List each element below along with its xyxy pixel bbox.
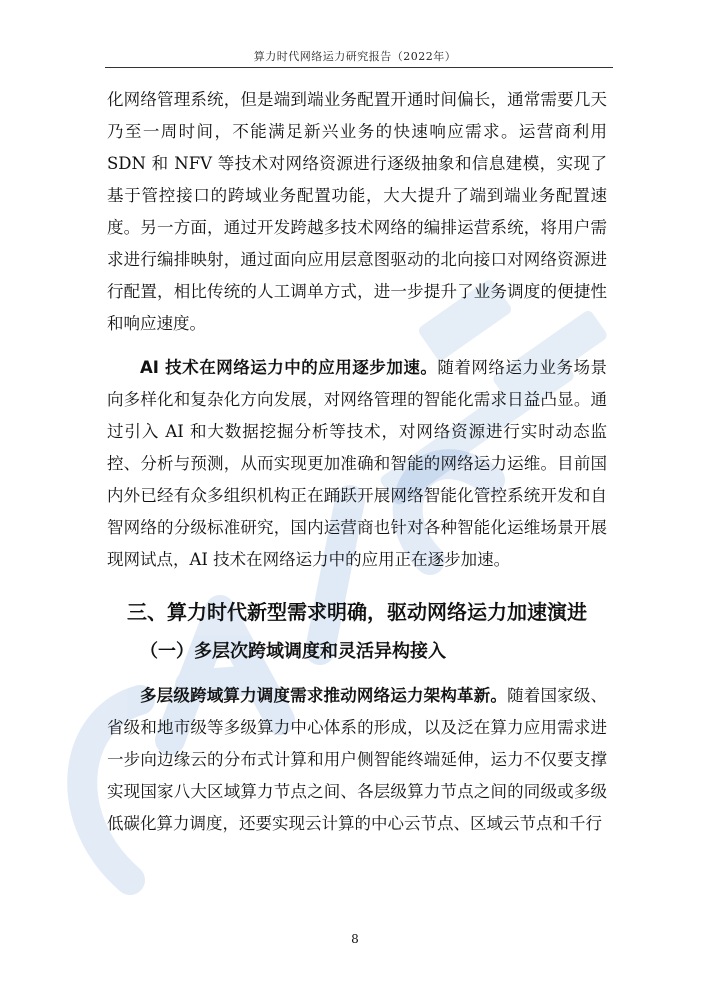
paragraph-ai-acceleration bbox=[107, 352, 607, 576]
running-header: 算力时代网络运力研究报告（2022年） bbox=[253, 50, 457, 63]
paragraph-network-management: 化网络管理系统，但是端到端业务配置开通时间偏长，通常需要几天乃至一周时间，不能满足新兴业务的快速响应需求。运营商利用 SDN 和 NFV 等技术对网络资源进行逐级抽象和信息建模，实现了基于管控接口的跨域业务配置功能，大大提升了端到端业务配置速度。另一方面，通过开发跨越多技术网络的编排运营系统，将用户需求进行编排映射，通过面向应用层意图驱动的北向接口对网络资源进行配置，相比传统的人工调单方式，进一步提升了业务调度的便捷性和响应速度。 bbox=[107, 90, 607, 333]
paragraph-multilevel-scheduling bbox=[107, 680, 607, 840]
paragraph-text-ai: 随着网络运力业务场景向多样化和复杂化方向发展，对网络管理的智能化需求日益凸显。通过引入 AI 和大数据挖掘分析等技术，对网络资源进行实时动态监控、分析与预测，从而实现更加准确和智能的网络运力运维。目前国内外已经有众多组织机构正在踊跃开展网络智能化管控系统开发和自智网络的分级标准研究，国内运营商也针对各种智能化运维场景开展现网试点，AI 技术在网络运力中的应用正在逐步加速。 bbox=[107, 358, 608, 569]
page-body bbox=[107, 84, 607, 840]
header-divider bbox=[105, 67, 613, 68]
subsection-title: （一）多层次跨域调度和灵活异构接入 bbox=[140, 641, 446, 662]
paragraph-lead-ai: AI 技术在网络运力中的应用逐步加速。 bbox=[140, 358, 438, 377]
paragraph-lead-multilevel: 多层级跨域算力调度需求推动网络运力架构革新。 bbox=[140, 686, 508, 705]
page-number: 8 bbox=[351, 932, 359, 946]
section-title: 三、算力时代新型需求明确，驱动网络运力加速演进 bbox=[127, 600, 587, 624]
paragraph-text-multilevel: 随着国家级、省级和地市级等多级算力中心体系的形成，以及泛在算力应用需求进一步向边缘云的分布式计算和用户侧智能终端延伸，运力不仅要支撑实现国家八大区域算力节点之间、各层级算力节点之间的同级或多级低碳化算力调度，还要实现云计算的中心云节点、区域云节点和千行 bbox=[107, 686, 608, 833]
